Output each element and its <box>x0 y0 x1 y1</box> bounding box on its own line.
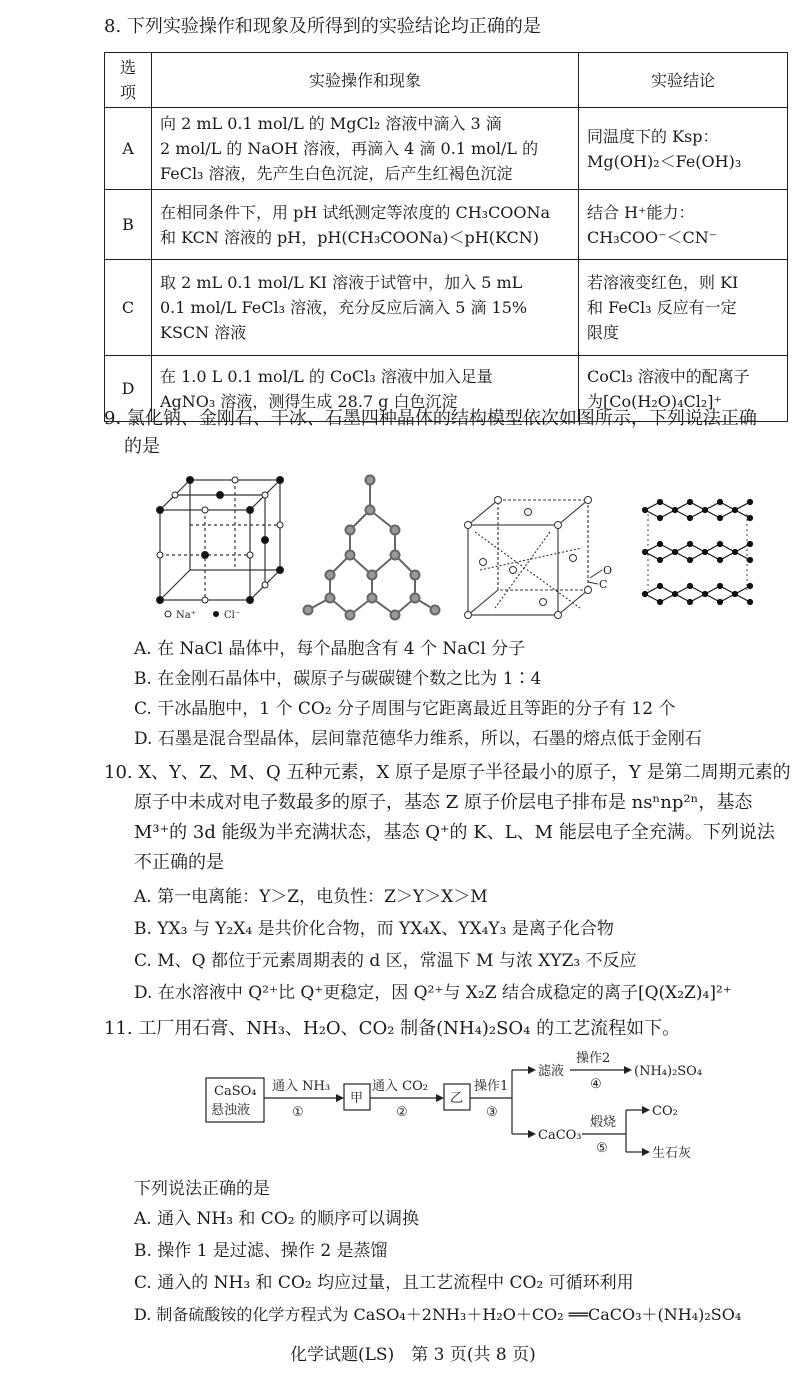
q9-stem-line1: 9. 氯化钠、金刚石、干冰、石墨四种晶体的结构模型依次如图所示，下列说法正确 <box>104 408 757 429</box>
row-option: C <box>105 260 152 356</box>
filtrate-label: 滤液 <box>538 1064 565 1079</box>
arrow4-label: 操作2 <box>576 1051 611 1066</box>
page-footer: 化学试题(LS) 第 3 页(共 8 页) <box>290 1345 536 1365</box>
arrow5-label: 煅烧 <box>590 1115 617 1130</box>
q8-stem: 8. 下列实验操作和现象及所得到的实验结论均正确的是 <box>104 16 541 37</box>
na-legend-icon <box>165 611 171 617</box>
table-row <box>105 260 788 356</box>
step1-label: ① <box>292 1105 304 1120</box>
branch-bottom-head <box>528 1130 536 1138</box>
arrow-2-head <box>436 1094 444 1102</box>
q8-table <box>104 52 788 422</box>
box-jia-label: 甲 <box>350 1091 364 1106</box>
row-conclusion: 结合 H⁺能力： CH₃COO⁻＜CN⁻ <box>579 190 788 260</box>
lime-label: 生石灰 <box>652 1146 692 1161</box>
row-conclusion: 同温度下的 Ksp： Mg(OH)₂＜Fe(OH)₃ <box>579 108 788 190</box>
calcine-top-head <box>642 1106 650 1114</box>
start-line1: CaSO₄ <box>214 1084 257 1099</box>
start-line2: 悬浊液 <box>211 1103 251 1118</box>
co2-label: CO₂ <box>652 1104 678 1119</box>
arrow-4-head <box>624 1066 632 1074</box>
q11-prompt: 下列说法正确的是 <box>134 1179 270 1199</box>
q11-option-b: B. 操作 1 是过滤、操作 2 是蒸馏 <box>134 1241 388 1261</box>
row-conclusion: CoCl₃ 溶液中的配离子 为[Co(H₂O)₄Cl₂]⁺ <box>579 356 788 422</box>
header-option: 选项 <box>105 53 152 108</box>
crystal-structures-figure <box>150 470 770 630</box>
table-row <box>105 190 788 260</box>
label-c: C <box>599 578 608 591</box>
q10-option-b: B. YX₃ 与 Y₂X₄ 是共价化合物，而 YX₄X、YX₄Y₃ 是离子化合物 <box>134 919 614 939</box>
calcine-bottom-head <box>642 1148 650 1156</box>
box-yi-label: 乙 <box>450 1091 464 1106</box>
q11-option-a: A. 通入 NH₃ 和 CO₂ 的顺序可以调换 <box>134 1209 419 1229</box>
o-pointer <box>590 570 602 578</box>
co2-molecules <box>465 497 592 619</box>
table-row <box>105 108 788 190</box>
q10-option-c: C. M、Q 都位于元素周期表的 d 区，常温下 M 与浓 XYZ₃ 不反应 <box>134 951 637 971</box>
row-option: D <box>105 356 152 422</box>
q10-stem-line4: 不正确的是 <box>134 852 224 873</box>
q11-option-d: D. 制备硫酸铵的化学方程式为 CaSO₄＋2NH₃＋H₂O＋CO₂ ══CaCO₃＋(NH₄)₂SO₄ <box>134 1305 742 1324</box>
q11-option-c: C. 通入的 NH₃ 和 CO₂ 均应过量，且工艺流程中 CO₂ 可循环利用 <box>134 1273 634 1293</box>
legend-na: Na⁺ <box>176 610 196 621</box>
graphite-structure-icon <box>643 500 753 605</box>
q11-stem: 11. 工厂用石膏、NH₃、H₂O、CO₂ 制备(NH₄)₂SO₄ 的工艺流程如下。 <box>104 1018 681 1039</box>
row-conclusion: 若溶液变红色，则 KI 和 FeCl₃ 反应有一定 限度 <box>579 260 788 356</box>
q9-option-b: B. 在金刚石晶体中，碳原子与碳碳键个数之比为 1∶4 <box>134 669 542 689</box>
step5-label: ⑤ <box>596 1141 608 1156</box>
row-operation: 取 2 mL 0.1 mol/L KI 溶液于试管中，加入 5 mL 0.1 mol/L FeCl₃ 溶液，充分反应后滴入 5 滴 15% KSCN 溶液 <box>152 260 579 356</box>
row-operation: 在相同条件下，用 pH 试纸测定等浓度的 CH₃COONa 和 KCN 溶液的 pH，pH(CH₃COONa)＜pH(KCN) <box>152 190 579 260</box>
q10-option-d: D. 在水溶液中 Q²⁺比 Q⁺更稳定，因 Q²⁺与 X₂Z 结合成稳定的离子[Q(X₂Z)₄]²⁺ <box>134 983 732 1003</box>
product-label: (NH₄)₂SO₄ <box>634 1064 703 1079</box>
step4-label: ④ <box>590 1077 602 1092</box>
header-conclusion: 实验结论 <box>579 53 788 108</box>
row-option: B <box>105 190 152 260</box>
row-operation: 在 1.0 L 0.1 mol/L 的 CoCl₃ 溶液中加入足量 AgNO₃ 溶液，测得生成 28.7 g 白色沉淀 <box>152 356 579 422</box>
legend-cl: Cl⁻ <box>224 610 241 621</box>
q9-stem-line2: 的是 <box>124 436 160 457</box>
cl-legend-icon <box>213 611 219 617</box>
label-o: O <box>603 564 613 577</box>
row-option: A <box>105 108 152 190</box>
q9-option-d: D. 石墨是混合型晶体，层间靠范德华力维系，所以，石墨的熔点低于金刚石 <box>134 729 702 749</box>
q10-option-a: A. 第一电离能：Y＞Z，电负性：Z＞Y＞X＞M <box>134 887 488 907</box>
header-operation: 实验操作和现象 <box>152 53 579 108</box>
process-flowchart <box>200 1048 760 1166</box>
q10-stem-line2: 原子中未成对电子数最多的原子，基态 Z 原子价层电子排布是 nsⁿnp²ⁿ，基态 <box>134 792 753 813</box>
step2-label: ② <box>396 1105 408 1120</box>
q9-option-c: C. 干冰晶胞中，1 个 CO₂ 分子周围与它距离最近且等距的分子有 12 个 <box>134 699 676 719</box>
diamond-structure-icon <box>304 476 440 620</box>
q10-stem-line3: M³⁺的 3d 能级为半充满状态，基态 Q⁺的 K、L、M 能层电子全充满。下列说法 <box>134 822 775 843</box>
arrow2-label: 通入 CO₂ <box>372 1079 428 1094</box>
arrow-1-head <box>336 1094 344 1102</box>
branch-top-head <box>528 1066 536 1074</box>
q9-option-a: A. 在 NaCl 晶体中，每个晶胞含有 4 个 NaCl 分子 <box>134 639 526 659</box>
q10-stem-line1: 10. X、Y、Z、M、Q 五种元素，X 原子是原子半径最小的原子，Y 是第二周期元素的 <box>104 762 791 783</box>
arrow1-label: 通入 NH₃ <box>272 1079 331 1094</box>
row-operation: 向 2 mL 0.1 mol/L 的 MgCl₂ 溶液中滴入 3 滴 2 mol/L 的 NaOH 溶液，再滴入 4 滴 0.1 mol/L 的 FeCl₃ 溶液，先产生白色沉淀，后产生红褐色沉淀 <box>152 108 579 190</box>
step3-label: ③ <box>486 1105 498 1120</box>
caco3-label: CaCO₃ <box>538 1128 582 1143</box>
table-header-row <box>105 53 788 108</box>
arrow3-label: 操作1 <box>474 1079 509 1094</box>
c-pointer <box>588 582 598 584</box>
